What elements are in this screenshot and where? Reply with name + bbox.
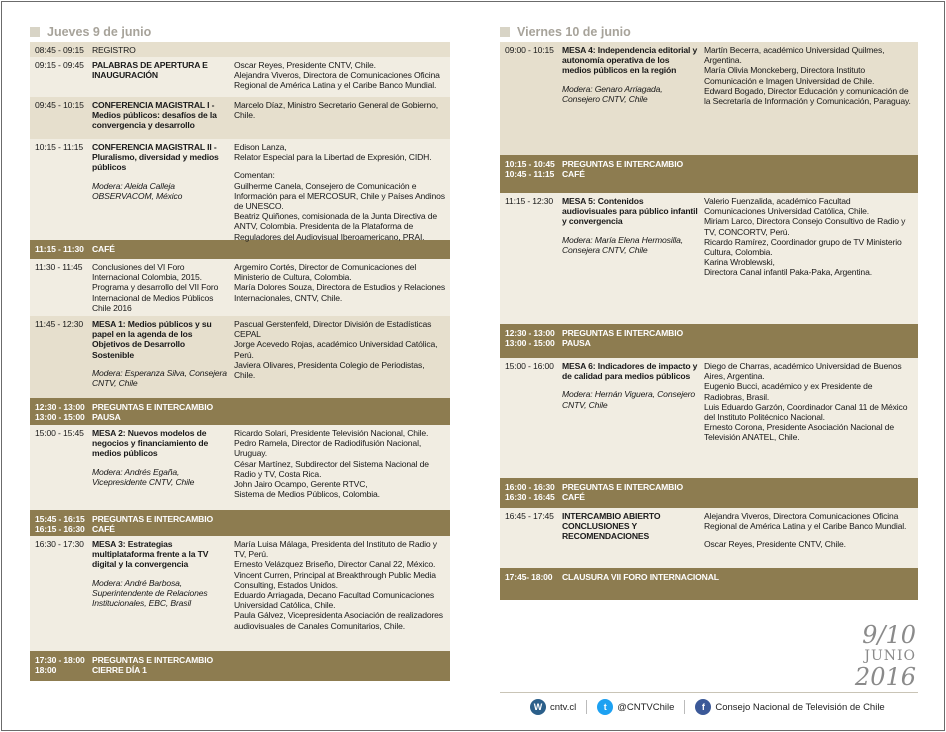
speakers-list bbox=[234, 142, 450, 240]
date-year: 2016 bbox=[854, 663, 916, 691]
bullet-square-icon bbox=[500, 27, 510, 37]
session-time: 08:45 - 09:15 bbox=[35, 45, 84, 55]
speaker: Ernesto Velázquez Briseño, Director Canal 22, México. bbox=[234, 559, 436, 570]
session-time: 17:30 - 18:00 18:00 bbox=[35, 655, 85, 676]
session-title-cell bbox=[92, 244, 121, 259]
speaker: Ernesto Corona, Presidente Asociación Nacional de Televisión ANATEL, Chile. bbox=[704, 422, 894, 443]
speaker: Argemiro Cortés, Director de Comunicaciones del Ministerio de Cultura, Colombia. bbox=[234, 262, 417, 283]
speakers-list bbox=[704, 361, 918, 478]
day-2-schedule bbox=[500, 42, 918, 600]
session-time: 15:00 - 15:45 bbox=[35, 428, 84, 438]
day-1-column bbox=[30, 22, 450, 681]
speaker: María Olivia Monckeberg, Directora Instituto Comunicación e Imagen Universidad de Chile. bbox=[704, 65, 875, 86]
speaker: Directora Canal infantil Paka-Paka, Argentina. bbox=[704, 267, 872, 278]
session-title-cell bbox=[92, 142, 234, 240]
session-title-cell bbox=[92, 428, 234, 510]
session-row bbox=[30, 259, 450, 316]
session-row bbox=[30, 425, 450, 510]
session-row bbox=[30, 316, 450, 398]
session-row bbox=[30, 57, 450, 97]
session-title-cell bbox=[562, 361, 704, 478]
footer-divider bbox=[500, 692, 918, 693]
day-2-header bbox=[500, 22, 918, 42]
speakers-list bbox=[234, 319, 450, 398]
moderator: Modera: André Barbosa, Superintendente de Relaciones Institucionales, EBC, Brasil bbox=[92, 577, 208, 609]
speakers-list bbox=[704, 45, 918, 155]
break-row bbox=[500, 568, 918, 600]
session-time: 10:15 - 10:45 10:45 - 11:15 bbox=[505, 159, 555, 180]
footer-separator bbox=[586, 700, 587, 714]
session-time: 11:45 - 12:30 bbox=[35, 319, 84, 329]
day-1-title: Jueves 9 de junio bbox=[47, 25, 152, 39]
speaker: Oscar Reyes, Presidente CNTV, Chile. bbox=[704, 539, 846, 550]
bullet-square-icon bbox=[30, 27, 40, 37]
session-title: PREGUNTAS E INTERCAMBIO CAFÉ bbox=[562, 482, 684, 503]
spacer bbox=[704, 531, 914, 539]
session-row bbox=[30, 139, 450, 240]
speaker: Luis Eduardo Garzón, Coordinador Canal 11 de México del Instituto Politécnico Nacional. bbox=[704, 401, 908, 423]
day-2-column bbox=[500, 22, 918, 600]
session-time: 11:30 - 11:45 bbox=[35, 262, 83, 272]
moderator: Modera: Andrés Egaña, Vicepresidente CNTV, Chile bbox=[92, 466, 195, 487]
cntv-logo-icon: W bbox=[530, 699, 546, 715]
speaker: Pedro Ramela, Director de Radiodifusión Nacional, Uruguay. bbox=[234, 438, 422, 459]
twitter-label: @CNTVChile bbox=[617, 701, 675, 713]
speaker: Javiera Olivares, Presidenta Colegio de Periodistas, Chile. bbox=[234, 359, 425, 381]
speaker: Guilherme Canela, Consejero de Comunicación e Información para el MERCOSUR, Chile y Países Andinos de UNESCO. bbox=[234, 180, 445, 212]
speaker: Miriam Larco, Directora Consejo Consultivo de Radio y TV, CONCORTV, Perú. bbox=[704, 216, 906, 237]
speaker: Oscar Reyes, Presidente CNTV, Chile. bbox=[234, 60, 376, 70]
session-time: 16:45 - 17:45 bbox=[505, 511, 554, 521]
session-title: MESA 5: Contenidos audiovisuales para público infantil y convergencia bbox=[562, 196, 698, 227]
session-title-cell bbox=[562, 45, 704, 155]
session-title: PREGUNTAS E INTERCAMBIO PAUSA bbox=[562, 328, 684, 349]
session-title-cell bbox=[562, 328, 689, 358]
speaker: Beatriz Quiñones, comisionada de la Junta Directiva de ANTV, Colombia. Presidenta de la Plataforma de Reguladores del Audiovisual Iberoamericano, PRAI. bbox=[234, 211, 438, 242]
twitter-icon: t bbox=[597, 699, 613, 715]
web-link[interactable] bbox=[530, 699, 576, 715]
speaker: Edison Lanza, bbox=[234, 142, 287, 152]
moderator: Modera: María Elena Hermosilla, Consejera CNTV, Chile bbox=[562, 234, 683, 255]
session-time: 16:00 - 16:30 16:30 - 16:45 bbox=[505, 482, 555, 503]
session-title: INTERCAMBIO ABIERTO CONCLUSIONES Y RECOMENDACIONES bbox=[562, 511, 661, 542]
day-2-title: Viernes 10 de junio bbox=[517, 25, 631, 39]
break-row bbox=[500, 155, 918, 193]
facebook-label: Consejo Nacional de Televisión de Chile bbox=[715, 701, 885, 713]
facebook-icon: f bbox=[695, 699, 711, 715]
date-days: 9/10 bbox=[862, 621, 916, 649]
day-1-schedule bbox=[30, 42, 450, 681]
session-title-cell bbox=[92, 402, 219, 425]
day-1-header bbox=[30, 22, 450, 42]
session-title: CONFERENCIA MAGISTRAL II - Pluralismo, diversidad y medios públicos bbox=[92, 142, 219, 173]
session-title-cell bbox=[562, 196, 704, 324]
moderator: Modera: Aleida Calleja OBSERVACOM, México bbox=[92, 180, 183, 201]
session-time: 15:00 - 16:00 bbox=[505, 361, 554, 371]
session-row bbox=[500, 508, 918, 568]
session-title-cell bbox=[92, 319, 234, 398]
session-title: PREGUNTAS E INTERCAMBIO CAFÉ bbox=[92, 514, 214, 535]
footer bbox=[530, 697, 918, 717]
break-row bbox=[30, 398, 450, 425]
speaker: Ricardo Ramírez, Coordinador grupo de TV Ministerio Cultura, Colombia. bbox=[704, 236, 902, 258]
speaker: Jorge Acevedo Rojas, académico Universidad Católica, Perú. bbox=[234, 339, 438, 360]
session-title-cell bbox=[92, 60, 234, 97]
speaker: Diego de Charras, académico Universidad de Buenos Aires, Argentina. bbox=[704, 361, 902, 382]
speaker: Alejandra Viveros, Directora Comunicaciones Oficina Regional de América Latina y el Caribe Banco Mundial. bbox=[704, 511, 907, 532]
session-time: 09:45 - 10:15 bbox=[35, 100, 84, 110]
speaker: César Martínez, Subdirector del Sistema Nacional de Radio y TV, Costa Rica. bbox=[234, 458, 429, 479]
speakers-list bbox=[234, 262, 450, 316]
session-title: PREGUNTAS E INTERCAMBIO PAUSA bbox=[92, 402, 214, 423]
session-title-cell bbox=[562, 511, 704, 568]
break-row bbox=[30, 240, 450, 259]
session-title: MESA 2: Nuevos modelos de negocios y financiamiento de medios públicos bbox=[92, 428, 209, 459]
speaker: Valerio Fuenzalida, académico Facultad Comunicaciones Universidad Católica, Chile. bbox=[704, 196, 870, 217]
session-time: 15:45 - 16:15 16:15 - 16:30 bbox=[35, 514, 85, 535]
session-title: CLAUSURA VII FORO INTERNACIONAL bbox=[562, 572, 719, 582]
speakers-list bbox=[234, 60, 450, 97]
session-time: 12:30 - 13:00 13:00 - 15:00 bbox=[35, 402, 85, 423]
speaker: Paula Gálvez, Vicepresidenta Asociación de realizadores audiovisuales de Canales Comunitarios, Chile. bbox=[234, 610, 443, 631]
session-title: MESA 3: Estrategias multiplataforma frente a la TV digital y la convergencia bbox=[92, 539, 209, 570]
session-time: 17:45- 18:00 bbox=[505, 572, 553, 582]
speaker: Edward Bogado, Director Educación y comunicación de la Secretaría de Información y Comunicación, Paraguay. bbox=[704, 85, 911, 107]
speakers-list bbox=[234, 428, 450, 510]
speaker: Martín Becerra, académico Universidad Quilmes, Argentina. bbox=[704, 45, 885, 66]
speaker: Vincent Curren, Principal at Breakthrough Public Media Consulting, Estados Unidos. bbox=[234, 569, 436, 590]
session-title: PREGUNTAS E INTERCAMBIO CIERRE DÍA 1 bbox=[92, 655, 214, 676]
session-row bbox=[30, 42, 450, 57]
speakers-list bbox=[234, 539, 450, 651]
twitter-link[interactable] bbox=[597, 699, 674, 715]
session-time: 10:15 - 11:15 bbox=[35, 142, 84, 152]
speaker: Ricardo Solari, Presidente Televisión Nacional, Chile. bbox=[234, 428, 429, 438]
session-title-cell bbox=[92, 45, 234, 57]
session-time: 16:30 - 17:30 bbox=[35, 539, 84, 549]
session-title: MESA 4: Independencia editorial y autonomía operativa de los medios públicos en la región bbox=[562, 45, 698, 76]
session-title-cell bbox=[562, 159, 689, 193]
event-date bbox=[855, 622, 916, 690]
speaker: Marcelo Díaz, Ministro Secretario General de Gobierno, Chile. bbox=[234, 100, 438, 121]
session-time: 11:15 - 11:30 bbox=[35, 244, 84, 254]
speaker: Eduardo Arriagada, Decano Facultad Comunicaciones Universidad Católica, Chile. bbox=[234, 590, 434, 611]
session-row bbox=[30, 97, 450, 139]
spacer bbox=[234, 162, 446, 170]
session-row bbox=[500, 42, 918, 155]
session-title: MESA 1: Medios públicos y su papel en la agenda de los Objetivos de Desarrollo Sostenible bbox=[92, 319, 212, 360]
web-label: cntv.cl bbox=[550, 701, 577, 713]
session-time: 12:30 - 13:00 13:00 - 15:00 bbox=[505, 328, 555, 349]
facebook-link[interactable] bbox=[695, 699, 884, 715]
session-title-cell bbox=[562, 572, 725, 600]
speaker: Eugenio Bucci, académico y ex Presidente de Radiobras, Brasil. bbox=[704, 381, 873, 402]
speaker: María Luisa Málaga, Presidenta del Instituto de Radio y TV, Perú. bbox=[234, 539, 437, 560]
session-title: PREGUNTAS E INTERCAMBIO CAFÉ bbox=[562, 159, 684, 180]
speaker: John Jairo Ocampo, Gerente RTVC, bbox=[234, 479, 368, 490]
session-title: Conclusiones del VI Foro Internacional Colombia, 2015. Programa y desarrollo del VII Foro Internacional de Medios Públicos Chile 2016 bbox=[92, 262, 219, 313]
session-title: CAFÉ bbox=[92, 244, 115, 254]
date-month: JUNIO bbox=[864, 648, 916, 664]
speaker: Comentan: bbox=[234, 170, 275, 181]
speakers-list bbox=[234, 45, 450, 57]
session-row bbox=[500, 358, 918, 478]
moderator: Modera: Esperanza Silva, Consejera CNTV, Chile bbox=[92, 367, 227, 389]
speaker: María Dolores Souza, Directora de Estudios y Relaciones Internacionales, CNTV, Chile. bbox=[234, 282, 445, 303]
break-row bbox=[500, 478, 918, 508]
speaker: Relator Especial para la Libertad de Expresión, CIDH. bbox=[234, 152, 432, 163]
session-title-cell bbox=[92, 514, 219, 536]
session-title-cell bbox=[92, 655, 219, 681]
session-title-cell bbox=[562, 482, 689, 508]
session-time: 09:15 - 09:45 bbox=[35, 60, 84, 70]
session-title: PALABRAS DE APERTURA E INAUGURACIÓN bbox=[92, 60, 208, 81]
footer-separator bbox=[684, 700, 685, 714]
session-title: MESA 6: Indicadores de impacto y de calidad para medios públicos bbox=[562, 361, 698, 382]
break-row bbox=[500, 324, 918, 358]
break-row bbox=[30, 510, 450, 536]
speaker: Karina Wroblewski, bbox=[704, 257, 775, 268]
speakers-list bbox=[704, 511, 918, 568]
session-title: CONFERENCIA MAGISTRAL I - Medios públicos: desafíos de la convergencia y desarrollo bbox=[92, 100, 217, 131]
session-title-cell bbox=[92, 100, 234, 139]
speaker: Alejandra Viveros, Directora de Comunicaciones Oficina Regional de América Latina y el Caribe Banco Mundial. bbox=[234, 70, 440, 91]
speaker: Sistema de Medios Públicos, Colombia. bbox=[234, 489, 380, 500]
session-time: 09:00 - 10:15 bbox=[505, 45, 554, 55]
session-title: REGISTRO bbox=[92, 45, 136, 55]
speakers-list bbox=[234, 100, 450, 139]
speakers-list bbox=[704, 196, 918, 324]
session-title-cell bbox=[92, 262, 234, 316]
session-row bbox=[30, 536, 450, 651]
session-row bbox=[500, 193, 918, 324]
break-row bbox=[30, 651, 450, 681]
moderator: Modera: Hernán Viguera, Consejero CNTV, Chile bbox=[562, 389, 695, 410]
speaker: Pascual Gerstenfeld, Director División de Estadísticas CEPAL bbox=[234, 319, 432, 340]
session-title-cell bbox=[92, 539, 234, 651]
session-time: 11:15 - 12:30 bbox=[505, 196, 554, 206]
moderator: Modera: Genaro Arriagada, Consejero CNTV, Chile bbox=[562, 83, 663, 104]
